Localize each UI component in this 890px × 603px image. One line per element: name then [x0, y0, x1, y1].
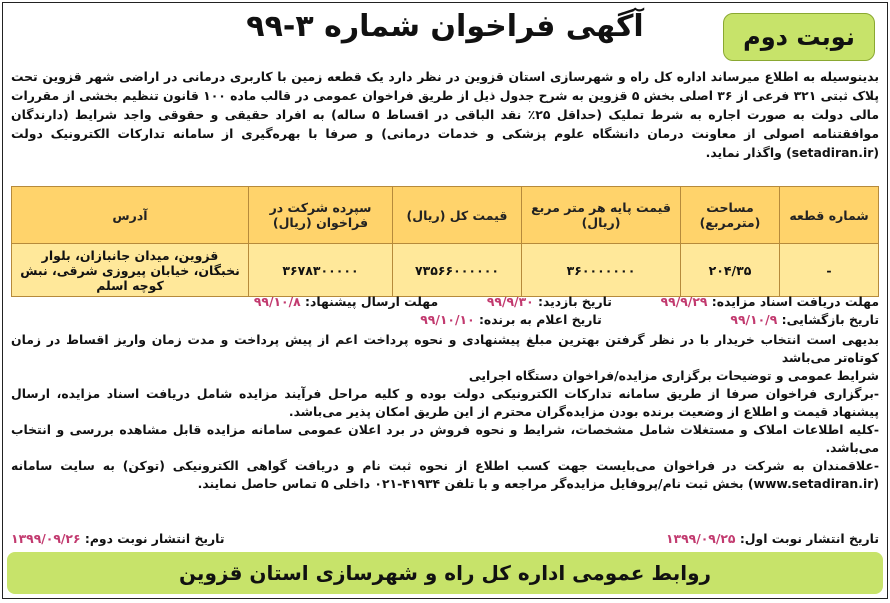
term-property-info: -کلیه اطلاعات املاک و مستغلات شامل مشخصات، شرایط و نحوه فروش در برد اعلان عمومی سامانه مزایده قابل مشاهده بررسی و انتخاب می‌باشد. [11, 422, 879, 455]
ad-page [2, 2, 888, 599]
cell-area: ۲۰۴/۳۵ [681, 244, 780, 297]
table-row [12, 244, 879, 297]
receipt-date: ۹۹/۹/۲۹ [660, 294, 708, 309]
second-pub [11, 531, 225, 546]
second-pub-date: ۱۳۹۹/۰۹/۲۶ [11, 531, 81, 546]
col-total-price: قیمت کل (ریال) [393, 187, 522, 244]
plot-table [11, 186, 879, 297]
cell-deposit: ۳۶۷۸۳۰۰۰۰۰ [249, 244, 393, 297]
winner-date: ۹۹/۱۰/۱۰ [420, 312, 475, 327]
visit-date: ۹۹/۹/۳۰ [486, 294, 534, 309]
col-address: آدرس [12, 187, 249, 244]
cell-address: قزوین، میدان جانبازان، بلوار نخبگان، خیابان پیروزی شرقی، نبش کوچه اسلم [12, 244, 249, 297]
col-deposit: سپرده شرکت در فراخوان (ریال) [249, 187, 393, 244]
phone-number: ۴۱۹۳۴-۰۲۱ [374, 476, 441, 491]
publication-dates [11, 531, 879, 549]
ad-title: آگهی فراخوان شماره ۳-۹۹ [246, 9, 644, 44]
round-badge: نوبت دوم [723, 13, 875, 61]
col-plot-number: شماره قطعه [780, 187, 879, 244]
cell-plot-number: - [780, 244, 879, 297]
intro-paragraph [11, 67, 879, 162]
send-label: مهلت ارسال پیشنهاد: [305, 294, 439, 309]
dates-row-2 [11, 311, 879, 329]
intro-text-1: بدینوسیله به اطلاع میرساند اداره کل راه و شهرسازی استان قزوین در نظر دارد یک قطعه زمین با کاربری درمانی در اراضی شهر قزوین تحت پلاک ثبتی ۳۲۱ فرعی از ۳۶ اصلی بخش ۵ قزوین به شرح جدول ذیل از طریق فراخوان عمومی در قالب ماده ۱۰۰ قانون تنظیم بخشی از مقررات مالی دولت به صورت اجاره به شرط تملیک (حداقل ۲۵٪ نقد الباقی در اقساط ۵ ساله) به افراد حقیقی و حقوقی واجد شرایط (دارندگان موافقتنامه اصولی از معاونت درمان دانشگاه علوم پزشکی و خدمات درمانی) و صرفا با بهره‌گیری از سامانه تدارکات الکترونیک دولت [11, 69, 879, 141]
setadiran-www-link[interactable]: (www.setadiran.ir) [747, 476, 879, 491]
footer-banner: روابط عمومی اداره کل راه و شهرسازی استان قزوین [7, 552, 883, 594]
first-pub-label: تاریخ انتشار نوبت اول: [739, 531, 879, 546]
setadiran-link[interactable]: (setadiran.ir) [786, 145, 879, 160]
general-terms-heading: شرایط عمومی و توضیحات برگزاری مزایده/فراخوان دستگاه اجرایی [468, 368, 879, 383]
open-label: تاریخ بازگشایی: [781, 312, 879, 327]
term-online-only: -برگزاری فراخوان صرفا از طریق سامانه تدارکات الکترونیکی دولت بوده و کلیه مراحل فرآیند مزایده شامل دریافت اسناد مزایده، ارسال پیشنهاد قیمت و اطلاع از وضعیت برنده بودن مزایده‌گران محترم از این طریق امکان پذیر می‌باشد. [11, 386, 879, 419]
receipt-label: مهلت دریافت اسناد مزایده: [711, 294, 879, 309]
send-date: ۹۹/۱۰/۸ [253, 294, 301, 309]
cell-base-price: ۳۶۰۰۰۰۰۰۰ [522, 244, 681, 297]
cell-total-price: ۷۳۵۶۶۰۰۰۰۰۰ [393, 244, 522, 297]
table-header-row [12, 187, 879, 244]
terms-body [11, 331, 879, 493]
winner-label: تاریخ اعلام به برنده: [478, 312, 602, 327]
second-pub-label: تاریخ انتشار نوبت دوم: [84, 531, 225, 546]
visit-label: تاریخ بازدید: [538, 294, 612, 309]
ad-header [9, 7, 881, 67]
intro-text-2: واگذار نماید. [705, 145, 782, 160]
term-registration: -علاقمندان به شرکت در فراخوان می‌بایست جهت کسب اطلاع از نحوه ثبت نام و دریافت گواهی الکترونیکی (توکن) به سایت سامانه (www.setadiran.ir) بخش ثبت نام/پروفایل مزایده‌گر مراجعه و با تلفن ۴۱۹۳۴-۰۲۱ داخلی ۵ تماس حاصل نمایند. [11, 458, 879, 491]
selection-note: بدیهی است انتخاب خریدار با در نظر گرفتن بهترین مبلغ پیشنهادی و نحوه پرداخت اعم از پیش پرداخت و مدت زمان واریز اقساط در زمان کوتاه‌تر می‌باشد [11, 332, 879, 365]
open-date: ۹۹/۱۰/۹ [730, 312, 778, 327]
first-pub-date: ۱۳۹۹/۰۹/۲۵ [665, 531, 736, 546]
col-area: مساحت (مترمربع) [681, 187, 780, 244]
dates-row-1 [11, 293, 879, 311]
col-base-price: قیمت پایه هر متر مربع (ریال) [522, 187, 681, 244]
